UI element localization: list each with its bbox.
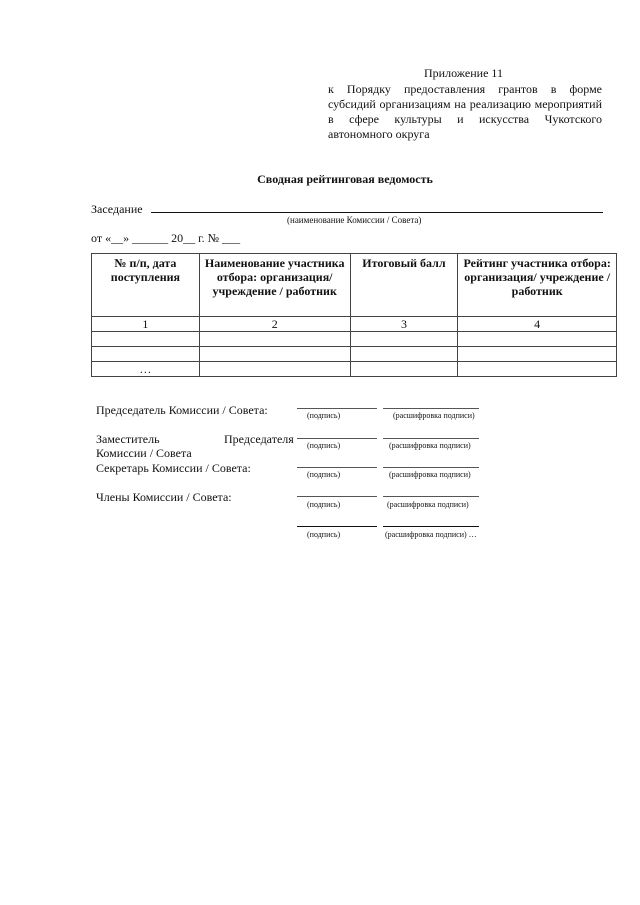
table-cell[interactable] [350,362,458,377]
meeting-caption: (наименование Комиссии / Совета) [287,215,422,225]
table-number-row [92,317,617,332]
table-cell[interactable] [92,332,200,347]
deputy-decode-caption: (расшифровка подписи) [389,441,471,450]
table-cell[interactable] [458,362,617,377]
member-signature-line-2[interactable] [297,526,377,527]
deputy-label-line2: Комиссии / Совета [96,446,192,460]
secretary-decode-line[interactable] [383,467,479,468]
chairman-label: Председатель Комиссии / Совета: [96,403,268,417]
column-number: 3 [350,317,458,332]
appendix-title: Приложение 11 [424,66,503,80]
secretary-label: Секретарь Комиссии / Совета: [96,461,251,475]
member-decode-line[interactable] [383,496,479,497]
deputy-decode-line[interactable] [383,438,479,439]
rating-table [91,253,617,377]
member-signature-line[interactable] [297,496,377,497]
secretary-decode-caption: (расшифровка подписи) [389,470,471,479]
date-line: от «__» ______ 20__ г. № ___ [91,231,241,245]
table-row [92,362,617,377]
appendix-body: к Порядку предоставления грантов в форме субсидий организациям на реализацию мероприятий в сфере культуры и искусства Чукотского автономного округа [328,82,602,141]
header-number-date: № п/п, дата поступления [92,254,200,317]
deputy-label-part2: Председателя [224,432,294,446]
table-header-row [92,254,617,317]
meeting-label: Заседание [91,202,143,216]
chairman-decode-caption: (расшифровка подписи) [393,411,475,420]
member-decode-caption: (расшифровка подписи) [387,500,469,509]
table-cell[interactable] [199,332,350,347]
header-participant-name: Наименование участника отбора: организация/ учреждение / работник [199,254,350,317]
chairman-signature-line[interactable] [297,408,377,409]
secretary-signature-line[interactable] [297,467,377,468]
table-cell[interactable] [199,362,350,377]
table-cell[interactable] [350,347,458,362]
member-decode-caption-2: (расшифровка подписи) … [385,530,477,539]
chairman-decode-line[interactable] [383,408,479,409]
table-cell[interactable] [92,347,200,362]
column-number: 1 [92,317,200,332]
meeting-name-line [151,212,603,213]
header-participant-rating: Рейтинг участника отбора: организация/ учреждение / работник [458,254,617,317]
member-signature-caption: (подпись) [307,500,341,509]
members-label: Члены Комиссии / Совета: [96,490,232,504]
deputy-signature-line[interactable] [297,438,377,439]
deputy-label-part1: Заместитель [96,432,160,446]
secretary-signature-caption: (подпись) [307,470,341,479]
chairman-signature-caption: (подпись) [307,411,341,420]
table-cell[interactable] [458,347,617,362]
member-decode-line-2[interactable] [383,526,479,527]
header-total-score: Итоговый балл [350,254,458,317]
table-row [92,332,617,347]
table-cell[interactable] [199,347,350,362]
column-number: 4 [458,317,617,332]
table-cell[interactable] [458,332,617,347]
table-ellipsis-cell: … [92,362,200,377]
table-cell[interactable] [350,332,458,347]
document-title: Сводная рейтинговая ведомость [257,172,433,186]
column-number: 2 [199,317,350,332]
member-signature-caption-2: (подпись) [307,530,341,539]
table-row [92,347,617,362]
deputy-signature-caption: (подпись) [307,441,341,450]
